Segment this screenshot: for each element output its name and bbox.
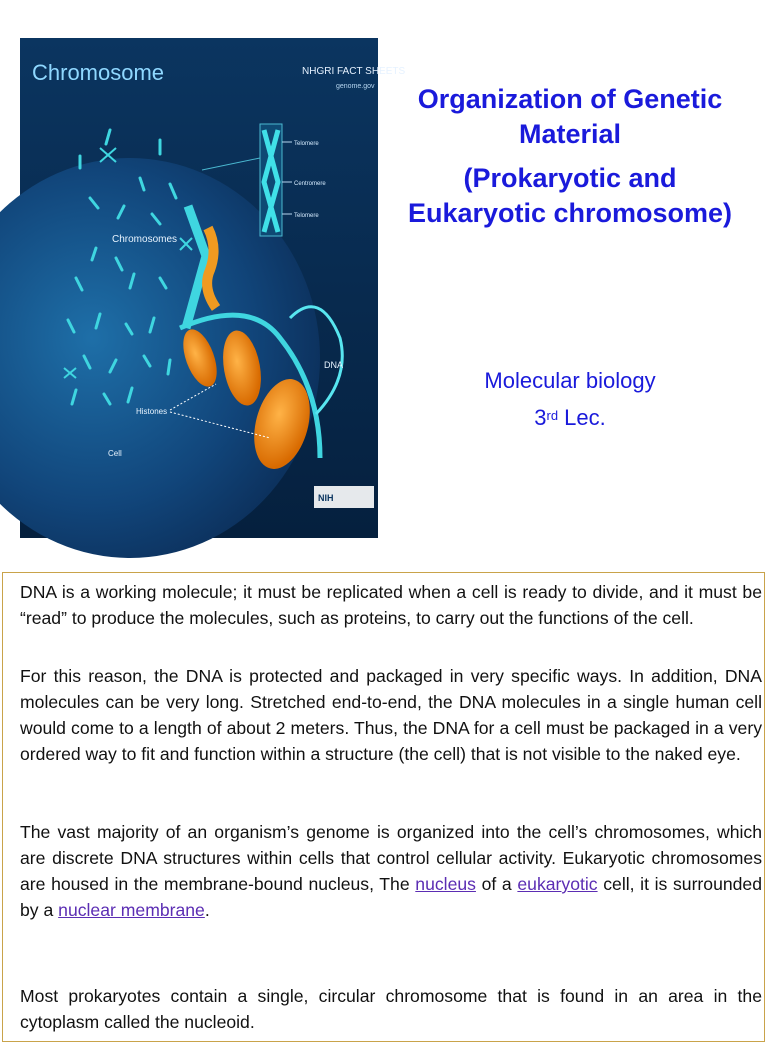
label-telomere-top: Telomere bbox=[294, 141, 319, 147]
paragraph-1: DNA is a working molecule; it must be replicated when a cell is ready to divide, and it must be “read” to produce the molecules, such as proteins, to carry out the functions of the cell. bbox=[20, 582, 762, 628]
slide-subtitle bbox=[384, 362, 756, 436]
body-text-box bbox=[2, 572, 765, 1042]
figure-heading: Chromosome bbox=[32, 60, 165, 85]
title-line-4: Eukaryotic chromosome) bbox=[407, 198, 733, 228]
label-dna: DNA bbox=[324, 360, 344, 370]
title-line-2: Material bbox=[518, 119, 622, 149]
label-chromosomes: Chromosomes bbox=[112, 234, 178, 245]
paragraph-4: Most prokaryotes contain a single, circular chromosome that is found in an area in the cytoplasm called the nucleoid. bbox=[20, 986, 762, 1032]
slide-title bbox=[384, 82, 756, 231]
label-centromere: Centromere bbox=[294, 181, 326, 187]
lecture-word: Lec. bbox=[564, 405, 606, 430]
label-histones: Histones bbox=[136, 407, 168, 416]
paragraph-3-mid2: cell, it is surrounded by a bbox=[20, 874, 762, 920]
label-cell: Cell bbox=[108, 449, 122, 458]
link-nuclear-membrane[interactable]: nuclear membrane bbox=[58, 900, 205, 920]
paragraph-2: For this reason, the DNA is protected and packaged in very specific ways. In addition, DNA molecules can be very long. Stretched end-to-end, the DNA molecules in a single human cell would come to a length of about 2 meters. Thus, the DNA for a cell must be packaged in a very ordered way to fit and function within a structure (the cell) that is not visible to the naked eye. bbox=[20, 666, 762, 764]
figure-source-sub: genome.gov bbox=[336, 83, 375, 90]
title-line-3: (Prokaryotic and bbox=[463, 163, 677, 193]
course-name: Molecular biology bbox=[484, 368, 656, 393]
chromosome-illustration bbox=[20, 38, 406, 538]
figure-source: NHGRI FACT SHEETS bbox=[302, 66, 406, 77]
paragraph-3-text: The vast majority of an organism’s genome is organized into the cell’s chromosomes, which are discrete DNA structures within cells that control cellular activity. Eukaryotic chromosomes are housed in the membrane-bound nucleus, The bbox=[20, 822, 762, 894]
paragraph-3 bbox=[20, 819, 762, 923]
coiled-chromatin bbox=[207, 228, 216, 308]
lecture-number: 3 bbox=[534, 405, 547, 430]
link-nucleus[interactable]: nucleus bbox=[415, 874, 476, 894]
paragraph-3-mid1: of a bbox=[481, 874, 512, 894]
link-eukaryotic[interactable]: eukaryotic bbox=[517, 874, 598, 894]
label-telomere-bottom: Telomere bbox=[294, 213, 319, 219]
lecture-label bbox=[384, 399, 756, 436]
lecture-suffix: rd bbox=[546, 408, 559, 423]
title-line-1: Organization of Genetic bbox=[417, 84, 723, 114]
paragraph-3-end: . bbox=[204, 900, 210, 920]
nih-logo: NIH bbox=[318, 493, 334, 503]
